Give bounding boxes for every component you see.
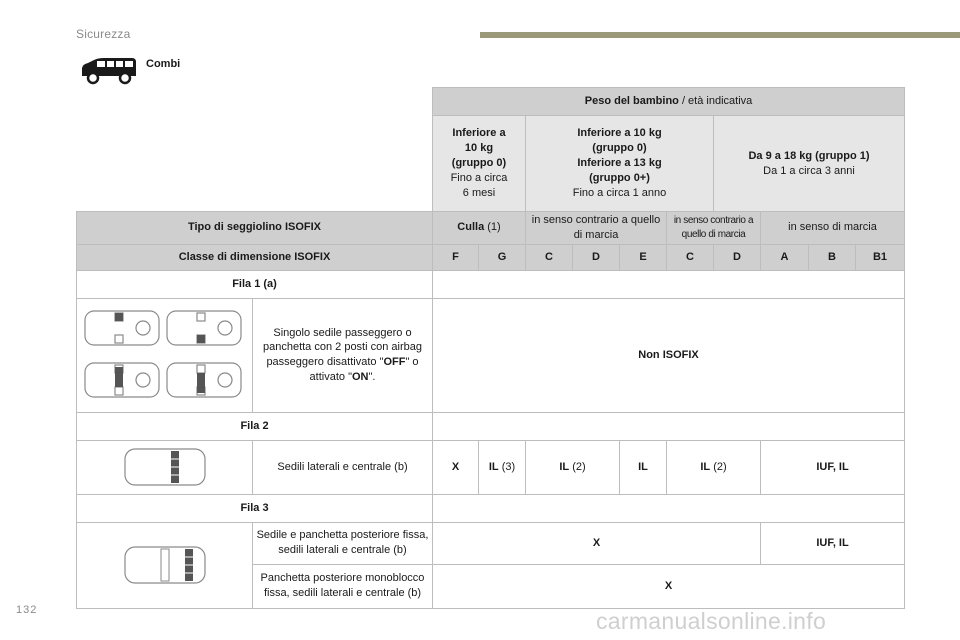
corner-empty xyxy=(77,88,433,212)
row1-label-filler xyxy=(433,270,905,298)
page-number: 132 xyxy=(16,604,38,616)
row3-seat-diagram xyxy=(77,522,253,608)
row3-value-a2: IUF, IL xyxy=(761,522,905,564)
class-cell: B xyxy=(809,244,856,270)
watermark: carmanualsonline.info xyxy=(596,608,827,634)
type-forward: in senso di marcia xyxy=(761,212,905,245)
class-cell: E xyxy=(620,244,667,270)
weight-header-bold: Peso del bambino xyxy=(584,95,679,108)
row1-label: Fila 1 (a) xyxy=(77,270,433,298)
row3-label-filler xyxy=(433,494,905,522)
row2-value-e: IL xyxy=(620,440,667,494)
class-cell: D xyxy=(573,244,620,270)
row3-description-a: Sedile e panchetta posteriore fissa, sedili laterali e centrale (b) xyxy=(253,522,433,564)
class-cell: G xyxy=(479,244,526,270)
row2-description: Sedili laterali e centrale (b) xyxy=(253,440,433,494)
class-cell: C xyxy=(526,244,573,270)
row1-seat-diagram xyxy=(77,298,253,412)
class-cell: A xyxy=(761,244,809,270)
class-cell: F xyxy=(433,244,479,270)
type-label: Tipo di seggiolino ISOFIX xyxy=(77,212,433,245)
front-seat-icon xyxy=(81,303,249,407)
type-rear-a: in senso contrario a quello di marcia xyxy=(526,212,667,245)
row3-description-b: Panchetta posteriore monoblocco fissa, sedili laterali e centrale (b) xyxy=(253,564,433,608)
weight-group-0: Inferiore a 10 kg (gruppo 0) Fino a circa 6 mesi xyxy=(433,116,526,212)
type-culla: Culla (1) xyxy=(433,212,526,245)
row2-value-cd: IL (2) xyxy=(526,440,620,494)
type-rear-b: in senso contrario a quello di marcia xyxy=(667,212,761,245)
isofix-table xyxy=(76,87,905,609)
row2-label-filler xyxy=(433,412,905,440)
class-cell: B1 xyxy=(856,244,905,270)
row2-value-culla: X xyxy=(433,440,479,494)
class-cell: C xyxy=(667,244,714,270)
row3-label: Fila 3 xyxy=(77,494,433,522)
row2-label: Fila 2 xyxy=(77,412,433,440)
van-icon xyxy=(80,56,138,86)
class-cell: D xyxy=(714,244,761,270)
weight-header-rest: / età indicativa xyxy=(678,95,753,108)
vehicle-label: Combi xyxy=(146,58,181,70)
row2-value-cd2: IL (2) xyxy=(667,440,761,494)
weight-group-1: Inferiore a 10 kg (gruppo 0) Inferiore a 13 kg (gruppo 0+) Fino a circa 1 anno xyxy=(526,116,714,212)
row3-value-a1: X xyxy=(433,522,761,564)
row1-value: Non ISOFIX xyxy=(433,298,905,412)
class-label: Classe di dimensione ISOFIX xyxy=(77,244,433,270)
weight-group-2: Da 9 a 18 kg (gruppo 1) Da 1 a circa 3 anni xyxy=(714,116,905,212)
third-row-seat-icon xyxy=(121,543,209,587)
row2-value-g: IL (3) xyxy=(479,440,526,494)
row1-description: Singolo sedile passeggero o panchetta con 2 posti con airbag passeggero disattivato "OFF" o attivato "ON". xyxy=(253,298,433,412)
second-row-seat-icon xyxy=(121,445,209,489)
row2-seat-diagram xyxy=(77,440,253,494)
weight-header xyxy=(433,88,905,116)
row2-value-forward: IUF, IL xyxy=(761,440,905,494)
row3-value-b: X xyxy=(433,564,905,608)
header-rule xyxy=(480,32,960,38)
section-title: Sicurezza xyxy=(76,27,131,41)
